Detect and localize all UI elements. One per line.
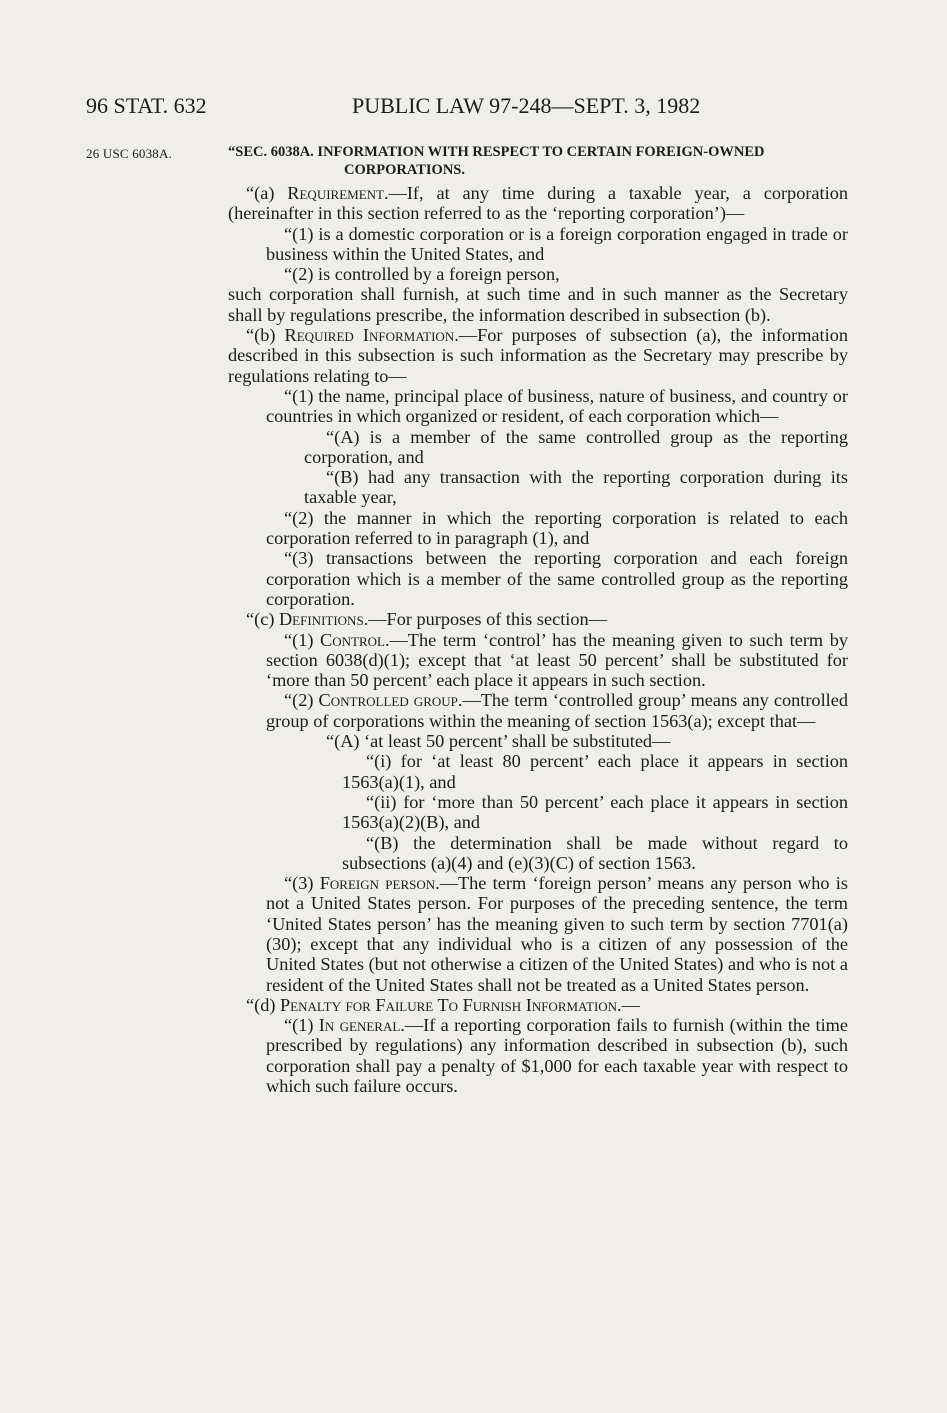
c2-caption: Controlled group xyxy=(318,690,458,711)
subsection-c-text: .—For purposes of this section— xyxy=(363,609,607,630)
c2-text: .—The term ‘controlled group’ means any controlled group of corporations within the meaning of section 1563(a); except that— xyxy=(266,690,848,731)
c1-caption: Control xyxy=(320,629,385,650)
document-body xyxy=(228,143,848,1096)
d1-lead: “(1) xyxy=(284,1015,319,1036)
subsection-b-caption: Required Information xyxy=(284,325,455,346)
section-heading-line2: CORPORATIONS. xyxy=(344,162,465,178)
subsection-d xyxy=(228,995,848,1015)
subsection-b-paragraph-1b: “(B) had any transaction with the reporting corporation during its taxable year, xyxy=(304,467,848,508)
subsection-a xyxy=(228,183,848,224)
section-heading-line1: “SEC. 6038A. INFORMATION WITH RESPECT TO CERTAIN FOREIGN-OWNED xyxy=(228,144,765,160)
subsection-c-caption: Definitions xyxy=(278,609,364,630)
subsection-b-paragraph-1a: “(A) is a member of the same controlled group as the reporting corporation, and xyxy=(304,426,848,467)
c3-lead: “(3) xyxy=(284,873,320,894)
subsection-c-paragraph-2a: “(A) ‘at least 50 percent’ shall be substituted— xyxy=(326,731,671,752)
subsection-c-paragraph-2a-i: “(i) for ‘at least 80 percent’ each place it appears in section 1563(a)(1), and xyxy=(342,751,848,792)
subsection-d-paragraph-1 xyxy=(228,1015,848,1096)
subsection-c-paragraph-2b: “(B) the determination shall be made without regard to subsections (a)(4) and (e)(3)(C) of section 1563. xyxy=(342,832,848,873)
public-law-title: PUBLIC LAW 97-248—SEPT. 3, 1982 xyxy=(352,93,701,118)
subsection-d-caption: Penalty for Failure To Furnish Information xyxy=(280,994,618,1015)
subsection-c xyxy=(228,609,848,629)
c1-text: .—The term ‘control’ has the meaning given to such term by section 6038(d)(1); except that ‘at least 50 percent’ shall be substituted for ‘more than 50 percent’ each place it appears in such section. xyxy=(266,629,848,691)
subsection-d-lead: “(d) xyxy=(246,994,281,1015)
subsection-a-text: .—If, at any time during a taxable year, a corporation (hereinafter in this section referred to as the ‘reporting corporation’)— xyxy=(228,183,848,224)
subsection-a-caption: Requirement xyxy=(287,183,384,203)
c2-lead: “(2) xyxy=(284,690,319,711)
c3-text: .—The term ‘foreign person’ means any person who is not a United States person. For purposes of the preceding sentence, the term ‘United States person’ has the meaning given to such term by section 7701(a)(30); except that any individual who is a citizen of any possession of the United States (but not otherwise a citizen of the United States) and who is not a resident of the United States shall not be treated as a United States person. xyxy=(266,873,848,995)
subsection-c-paragraph-1 xyxy=(228,630,848,691)
d1-text: .—If a reporting corporation fails to furnish (within the time prescribed by regulations) any information described in subsection (b), such corporation shall pay a penalty of $1,000 for each taxable year with respect to which such failure occurs. xyxy=(266,1015,848,1097)
subsection-b-paragraph-3: “(3) transactions between the reporting corporation and each foreign corporation which is a member of the same controlled group as the reporting corporation. xyxy=(266,548,848,609)
subsection-b-paragraph-2: “(2) the manner in which the reporting corporation is related to each corporation referred to in paragraph (1), and xyxy=(266,507,848,549)
subsection-b-paragraph-1: “(1) the name, principal place of business, nature of business, and country or countries in which organized or resident, of each corporation which— xyxy=(266,385,848,427)
statute-page-number: 96 STAT. 632 xyxy=(86,93,207,118)
subsection-a-lead: “(a) xyxy=(246,183,288,203)
subsection-a-flush: such corporation shall furnish, at such time and in such manner as the Secretary shall by regulations prescribe, the information described in subsection (b). xyxy=(228,284,848,325)
d1-caption: In general xyxy=(318,1015,401,1036)
subsection-b-lead: “(b) xyxy=(246,325,285,346)
subsection-a-paragraph-2: “(2) is controlled by a foreign person, xyxy=(284,264,560,285)
subsection-c-paragraph-2 xyxy=(228,690,848,731)
subsection-d-text: .— xyxy=(617,994,640,1015)
subsection-b-text: .—For purposes of subsection (a), the information described in this subsection is such information as the Secretary may prescribe by regulations relating to— xyxy=(228,325,848,386)
subsection-b xyxy=(228,325,848,386)
marginal-note: 26 USC 6038A. xyxy=(86,146,173,161)
subsection-c-paragraph-2a-ii: “(ii) for ‘more than 50 percent’ each place it appears in section 1563(a)(2)(B), and xyxy=(342,791,848,833)
subsection-a-paragraph-1: “(1) is a domestic corporation or is a foreign corporation engaged in trade or business within the United States, and xyxy=(266,223,848,264)
c3-caption: Foreign person xyxy=(319,873,436,894)
c1-lead: “(1) xyxy=(284,629,321,650)
subsection-c-lead: “(c) xyxy=(246,609,279,630)
subsection-c-paragraph-3 xyxy=(228,873,848,995)
